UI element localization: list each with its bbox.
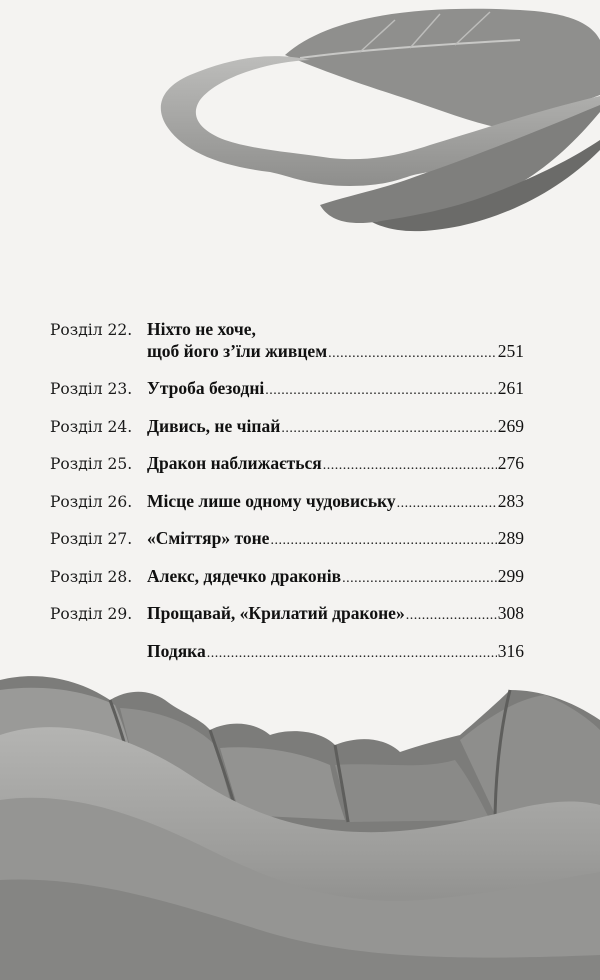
chapter-label: Розділ 27. [50, 530, 133, 548]
leader-dots [270, 530, 496, 552]
leader-dots [397, 493, 497, 515]
toc-entry-acknowledgements [50, 640, 524, 665]
page-number: 316 [497, 640, 524, 661]
toc-entry-26 [50, 490, 524, 515]
toc-entry-28 [50, 565, 524, 590]
chapter-title-line-2: щоб його з’їли живцем [147, 341, 328, 361]
page-number: 299 [497, 565, 524, 586]
toc-entry-24 [50, 415, 524, 440]
chapter-label: Розділ 22. [50, 321, 133, 339]
page-number: 276 [497, 453, 524, 473]
table-of-contents [50, 318, 524, 677]
toc-entry-25 [50, 452, 524, 477]
chapter-label: Розділ 24. [50, 417, 133, 436]
chapter-title-line-1: Ніхто не хоче, [147, 319, 256, 339]
chapter-label: Розділ 26. [50, 492, 133, 511]
chapter-label: Розділ 23. [50, 380, 133, 398]
page-number: 251 [497, 341, 524, 361]
toc-entry-27 [50, 527, 524, 552]
page-number: 261 [497, 378, 524, 398]
page-number: 289 [497, 528, 524, 548]
toc-entry-29 [50, 602, 524, 627]
chapter-title: Прощавай, «Крилатий драконе» [147, 603, 405, 623]
leader-dots [281, 418, 496, 440]
chapter-title: Подяка [147, 640, 206, 661]
chapter-title: «Сміттяр» тоне [147, 528, 270, 548]
page-number: 283 [497, 490, 524, 511]
leader-dots [342, 568, 497, 590]
chapter-title: Алекс, дядечко драконів [147, 565, 342, 586]
toc-entry-23 [50, 377, 524, 402]
toc-entry-22 [50, 318, 524, 365]
leader-dots [207, 643, 497, 665]
leader-dots [406, 605, 497, 627]
leader-dots [328, 343, 497, 365]
page-number: 269 [497, 415, 524, 436]
page-number: 308 [497, 603, 524, 623]
chapter-title: Дракон наближається [147, 453, 322, 473]
chapter-title: Утроба безодні [147, 378, 265, 398]
leader-dots [323, 455, 497, 477]
chapter-label: Розділ 25. [50, 455, 133, 473]
dragon-tail-icon [161, 9, 600, 231]
dragon-wing-body-icon [0, 676, 600, 980]
chapter-title: Місце лише одному чудовиську [147, 490, 396, 511]
leader-dots [265, 380, 496, 402]
chapter-label: Розділ 28. [50, 567, 133, 586]
chapter-label: Розділ 29. [50, 605, 133, 623]
chapter-title: Дивись, не чіпай [147, 415, 281, 436]
